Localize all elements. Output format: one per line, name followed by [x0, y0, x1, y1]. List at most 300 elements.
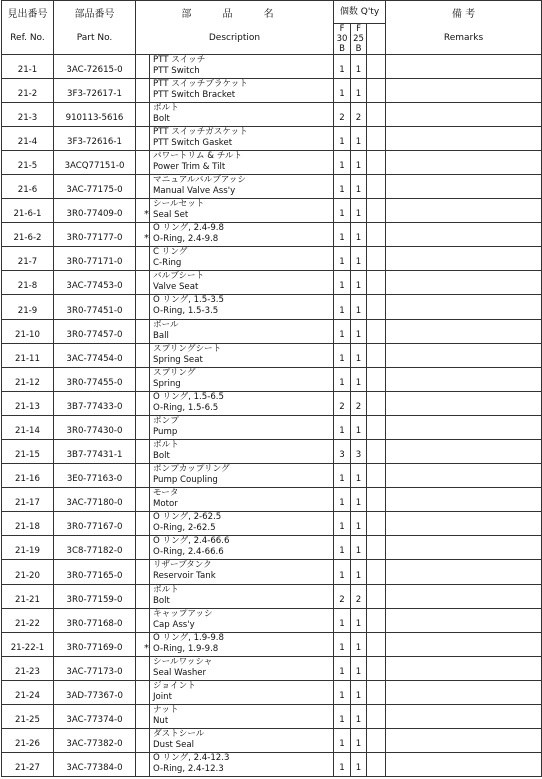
remarks-cell: [386, 319, 542, 343]
qty-f25b-cell: 1: [351, 343, 367, 367]
asterisk-mark: [136, 126, 150, 150]
table-row: [2, 223, 542, 247]
asterisk-mark: [136, 174, 150, 198]
qty-f30b-cell: 1: [334, 729, 351, 753]
asterisk-mark: [136, 343, 150, 367]
description-en: Spring Seat: [153, 354, 203, 365]
qty-blank-cell: [367, 488, 386, 512]
ref-no-cell: 21-21: [2, 584, 54, 608]
qty-blank-cell: [367, 680, 386, 704]
table-row: [2, 126, 542, 150]
qty-blank-cell: [367, 54, 386, 78]
description-jp: PTT スイッチガスケット: [153, 126, 248, 137]
asterisk-mark: *: [136, 199, 150, 223]
empty-qty-column-header: [367, 23, 386, 54]
ref-no-cell: 21-25: [2, 705, 54, 729]
qty-blank-cell: [367, 367, 386, 391]
table-row: [2, 391, 542, 415]
description-jp: ポンプ: [153, 415, 179, 426]
remarks-cell: [386, 488, 542, 512]
remarks-cell: [386, 295, 542, 319]
part-no-cell: 3AC-77175-0: [54, 174, 136, 198]
qty-blank-cell: [367, 608, 386, 632]
remarks-cell: [386, 150, 542, 174]
part-no-header-en: Part No.: [54, 23, 136, 54]
qty-blank-cell: [367, 223, 386, 247]
asterisk-mark: [136, 415, 150, 439]
ref-no-cell: 21-2: [2, 78, 54, 102]
description-en: Pump Coupling: [153, 475, 218, 486]
qty-f25b-cell: 1: [351, 753, 367, 777]
asterisk-mark: [136, 247, 150, 271]
remarks-cell: [386, 536, 542, 560]
qty-f30b-cell: 1: [334, 319, 351, 343]
qty-f30b-cell: 1: [334, 705, 351, 729]
description-cell: [150, 102, 334, 126]
qty-f25b-cell: 1: [351, 512, 367, 536]
remarks-cell: [386, 584, 542, 608]
qty-f30b-cell: 1: [334, 150, 351, 174]
part-no-cell: 3AC-77382-0: [54, 729, 136, 753]
qty-f25b-cell: 1: [351, 223, 367, 247]
qty-f25b-cell: 1: [351, 608, 367, 632]
remarks-cell: [386, 223, 542, 247]
qty-blank-cell: [367, 295, 386, 319]
table-row: [2, 78, 542, 102]
asterisk-mark: [136, 608, 150, 632]
part-no-cell: 3AC-77374-0: [54, 705, 136, 729]
remarks-cell: [386, 415, 542, 439]
qty-blank-cell: [367, 271, 386, 295]
qty-blank-cell: [367, 319, 386, 343]
description-jp: ボルト: [153, 584, 179, 595]
table-row: [2, 415, 542, 439]
description-cell: [150, 560, 334, 584]
qty-f25b-cell: 1: [351, 199, 367, 223]
description-cell: [150, 174, 334, 198]
remarks-cell: [386, 78, 542, 102]
qty-blank-cell: [367, 464, 386, 488]
description-jp: ポンプカップリング: [153, 464, 230, 475]
description-cell: [150, 536, 334, 560]
table-row: [2, 199, 542, 223]
table-row: [2, 753, 542, 777]
ref-no-header-jp: 見出番号: [2, 1, 54, 24]
asterisk-mark: [136, 560, 150, 584]
qty-blank-cell: [367, 174, 386, 198]
asterisk-mark: [136, 464, 150, 488]
qty-f25b-cell: 1: [351, 126, 367, 150]
qty-blank-cell: [367, 78, 386, 102]
part-no-cell: 3C8-77182-0: [54, 536, 136, 560]
qty-blank-cell: [367, 512, 386, 536]
description-en: PTT Switch: [153, 65, 200, 76]
qty-f30b-cell: 1: [334, 512, 351, 536]
qty-f25b-cell: 1: [351, 536, 367, 560]
description-cell: [150, 150, 334, 174]
ref-no-cell: 21-6-2: [2, 223, 54, 247]
description-jp: O リング, 1.5-6.5: [153, 391, 225, 402]
description-en: Bolt: [153, 595, 170, 606]
description-jp: ボール: [153, 319, 179, 330]
table-row: [2, 632, 542, 656]
asterisk-mark: [136, 295, 150, 319]
description-cell: [150, 271, 334, 295]
part-no-cell: 3ACQ77151-0: [54, 150, 136, 174]
remarks-cell: [386, 464, 542, 488]
part-no-cell: 3R0-77430-0: [54, 415, 136, 439]
description-cell: [150, 656, 334, 680]
asterisk-mark: [136, 656, 150, 680]
qty-f25b-cell: 1: [351, 247, 367, 271]
remarks-cell: [386, 54, 542, 78]
remarks-header-jp: 備 考: [386, 1, 542, 24]
qty-f30b-cell: 1: [334, 753, 351, 777]
part-no-cell: 3B7-77433-0: [54, 391, 136, 415]
remarks-cell: [386, 656, 542, 680]
qty-f30b-cell: 1: [334, 54, 351, 78]
qty-f25b-cell: 3: [351, 440, 367, 464]
qty-blank-cell: [367, 560, 386, 584]
part-no-cell: 3R0-77159-0: [54, 584, 136, 608]
qty-f25b-cell: 1: [351, 632, 367, 656]
qty-blank-cell: [367, 247, 386, 271]
description-en: O-Ring, 2.4-12.3: [153, 764, 224, 775]
part-no-cell: 3R0-77409-0: [54, 199, 136, 223]
description-jp: マニュアルバルブアッシ: [153, 174, 246, 185]
description-jp: O リング, 2.4-66.6: [153, 536, 230, 547]
description-jp: ボルト: [153, 102, 179, 113]
ref-no-header-en: Ref. No.: [2, 23, 54, 54]
ref-no-cell: 21-7: [2, 247, 54, 271]
f25b-column-header: F 25 B: [351, 23, 367, 54]
description-jp: C リング: [153, 247, 188, 258]
table-row: [2, 536, 542, 560]
ref-no-cell: 21-11: [2, 343, 54, 367]
qty-f30b-cell: 1: [334, 295, 351, 319]
description-cell: [150, 78, 334, 102]
qty-f25b-cell: 1: [351, 464, 367, 488]
description-en: O-Ring, 1.5-3.5: [153, 306, 219, 317]
part-no-cell: 3R0-77457-0: [54, 319, 136, 343]
asterisk-mark: [136, 729, 150, 753]
qty-f30b-cell: 1: [334, 343, 351, 367]
ref-no-cell: 21-6: [2, 174, 54, 198]
description-cell: [150, 343, 334, 367]
ref-no-cell: 21-19: [2, 536, 54, 560]
table-row: [2, 512, 542, 536]
table-header: [2, 1, 542, 55]
table-row: [2, 295, 542, 319]
description-jp: スプリング: [153, 367, 196, 378]
qty-f30b-cell: 1: [334, 488, 351, 512]
qty-f25b-cell: 1: [351, 367, 367, 391]
part-no-header-jp: 部品番号: [54, 1, 136, 24]
remarks-cell: [386, 391, 542, 415]
qty-blank-cell: [367, 102, 386, 126]
asterisk-mark: [136, 367, 150, 391]
asterisk-mark: [136, 150, 150, 174]
qty-f30b-cell: 1: [334, 680, 351, 704]
qty-f25b-cell: 1: [351, 319, 367, 343]
description-en: O-Ring, 2.4-66.6: [153, 547, 224, 558]
qty-blank-cell: [367, 584, 386, 608]
table-row: [2, 656, 542, 680]
asterisk-mark: *: [136, 223, 150, 247]
qty-f30b-cell: 1: [334, 247, 351, 271]
part-no-cell: 3R0-77455-0: [54, 367, 136, 391]
description-cell: [150, 680, 334, 704]
remarks-cell: [386, 753, 542, 777]
description-en: Spring: [153, 378, 181, 389]
description-jp: リザーブタンク: [153, 560, 212, 571]
qty-f30b-cell: 1: [334, 271, 351, 295]
description-cell: [150, 126, 334, 150]
qty-blank-cell: [367, 391, 386, 415]
part-no-cell: 3R0-77171-0: [54, 247, 136, 271]
part-no-cell: 3R0-77177-0: [54, 223, 136, 247]
description-cell: [150, 319, 334, 343]
table-row: [2, 680, 542, 704]
qty-blank-cell: [367, 632, 386, 656]
remarks-header-en: Remarks: [386, 23, 542, 54]
remarks-cell: [386, 705, 542, 729]
remarks-cell: [386, 440, 542, 464]
qty-f25b-cell: 1: [351, 150, 367, 174]
parts-table: [1, 0, 542, 777]
description-jp: ナット: [153, 705, 179, 716]
description-en: Dust Seal: [153, 740, 195, 751]
remarks-cell: [386, 199, 542, 223]
qty-f30b-cell: 1: [334, 608, 351, 632]
ref-no-cell: 21-1: [2, 54, 54, 78]
remarks-cell: [386, 367, 542, 391]
qty-blank-cell: [367, 536, 386, 560]
asterisk-mark: [136, 54, 150, 78]
remarks-cell: [386, 102, 542, 126]
qty-f30b-cell: 1: [334, 632, 351, 656]
table-row: [2, 367, 542, 391]
qty-f25b-cell: 1: [351, 488, 367, 512]
table-row: [2, 584, 542, 608]
description-en: Bolt: [153, 113, 170, 124]
table-row: [2, 247, 542, 271]
qty-f25b-cell: 2: [351, 391, 367, 415]
description-en: Seal Set: [153, 210, 189, 221]
part-no-cell: 3AC-77454-0: [54, 343, 136, 367]
asterisk-mark: [136, 680, 150, 704]
table-row: [2, 440, 542, 464]
table-row: [2, 150, 542, 174]
remarks-cell: [386, 343, 542, 367]
description-cell: [150, 584, 334, 608]
description-cell: [150, 608, 334, 632]
qty-f25b-cell: 1: [351, 174, 367, 198]
description-cell: [150, 705, 334, 729]
description-en: C-Ring: [153, 258, 182, 269]
qty-f30b-cell: 1: [334, 78, 351, 102]
description-cell: [150, 464, 334, 488]
qty-blank-cell: [367, 415, 386, 439]
asterisk-mark: [136, 78, 150, 102]
description-en: Motor: [153, 499, 178, 510]
remarks-cell: [386, 729, 542, 753]
description-jp: O リング, 1.5-3.5: [153, 295, 225, 306]
description-jp: パワートリム & チルト: [153, 150, 243, 161]
qty-f30b-cell: 1: [334, 367, 351, 391]
description-cell: [150, 512, 334, 536]
description-jp: O リング, 2.4-12.3: [153, 753, 230, 764]
qty-blank-cell: [367, 656, 386, 680]
ref-no-cell: 21-27: [2, 753, 54, 777]
qty-f30b-cell: 1: [334, 464, 351, 488]
description-cell: [150, 199, 334, 223]
description-en: Manual Valve Ass'y: [153, 185, 236, 196]
ref-no-cell: 21-22: [2, 608, 54, 632]
asterisk-mark: [136, 488, 150, 512]
description-jp: モータ: [153, 488, 179, 499]
ref-no-cell: 21-9: [2, 295, 54, 319]
ref-no-cell: 21-3: [2, 102, 54, 126]
description-jp: シールセット: [153, 199, 205, 210]
table-row: [2, 464, 542, 488]
part-no-cell: 3E0-77163-0: [54, 464, 136, 488]
part-no-cell: 3AC-77453-0: [54, 271, 136, 295]
part-no-cell: 910113-5616: [54, 102, 136, 126]
asterisk-mark: [136, 319, 150, 343]
description-cell: [150, 488, 334, 512]
qty-blank-cell: [367, 440, 386, 464]
qty-f25b-cell: 1: [351, 415, 367, 439]
qty-f30b-cell: 1: [334, 223, 351, 247]
description-en: Reservoir Tank: [153, 571, 216, 582]
qty-f25b-cell: 1: [351, 295, 367, 319]
part-no-cell: 3AC-77180-0: [54, 488, 136, 512]
qty-blank-cell: [367, 199, 386, 223]
description-en: Pump: [153, 426, 178, 437]
part-no-cell: 3AC-72615-0: [54, 54, 136, 78]
description-jp: PTT スイッチブラケット: [153, 78, 248, 89]
table-row: [2, 54, 542, 78]
description-header-jp: 部 品 名: [136, 1, 334, 24]
remarks-cell: [386, 247, 542, 271]
qty-f30b-cell: 1: [334, 199, 351, 223]
qty-f30b-cell: 2: [334, 102, 351, 126]
ref-no-cell: 21-14: [2, 415, 54, 439]
table-row: [2, 174, 542, 198]
qty-f25b-cell: 1: [351, 656, 367, 680]
asterisk-mark: *: [136, 632, 150, 656]
part-no-cell: 3AC-77173-0: [54, 656, 136, 680]
description-en: O-Ring, 1.5-6.5: [153, 402, 219, 413]
description-en: Valve Seat: [153, 282, 199, 293]
description-en: PTT Switch Bracket: [153, 89, 236, 100]
ref-no-cell: 21-22-1: [2, 632, 54, 656]
remarks-cell: [386, 632, 542, 656]
description-cell: [150, 440, 334, 464]
description-jp: O リング, 1.9-9.8: [153, 632, 225, 643]
asterisk-mark: [136, 391, 150, 415]
remarks-cell: [386, 126, 542, 150]
description-cell: [150, 247, 334, 271]
table-row: [2, 319, 542, 343]
description-jp: O リング, 2.4-9.8: [153, 223, 225, 234]
ref-no-cell: 21-10: [2, 319, 54, 343]
table-row: [2, 488, 542, 512]
part-no-cell: 3R0-77165-0: [54, 560, 136, 584]
part-no-cell: 3R0-77168-0: [54, 608, 136, 632]
qty-f25b-cell: 1: [351, 680, 367, 704]
ref-no-cell: 21-16: [2, 464, 54, 488]
table-row: [2, 102, 542, 126]
ref-no-cell: 21-15: [2, 440, 54, 464]
description-jp: ジョイント: [153, 680, 196, 691]
description-cell: [150, 729, 334, 753]
description-en: Power Trim & Tilt: [153, 161, 226, 172]
qty-f30b-cell: 1: [334, 536, 351, 560]
part-no-cell: 3B7-77431-1: [54, 440, 136, 464]
description-header-en: Description: [136, 23, 334, 54]
description-cell: [150, 415, 334, 439]
asterisk-mark: [136, 536, 150, 560]
description-cell: [150, 632, 334, 656]
ref-no-cell: 21-24: [2, 680, 54, 704]
description-jp: ボルト: [153, 440, 179, 450]
description-jp: スプリングシート: [153, 343, 222, 354]
qty-blank-cell: [367, 343, 386, 367]
description-en: Joint: [153, 691, 172, 702]
description-cell: [150, 223, 334, 247]
table-row: [2, 729, 542, 753]
description-en: O-Ring, 1.9-9.8: [153, 643, 219, 654]
qty-f25b-cell: 2: [351, 584, 367, 608]
remarks-cell: [386, 608, 542, 632]
table-row: [2, 343, 542, 367]
qty-f25b-cell: 1: [351, 78, 367, 102]
ref-no-cell: 21-6-1: [2, 199, 54, 223]
qty-f25b-cell: 2: [351, 102, 367, 126]
qty-f30b-cell: 1: [334, 415, 351, 439]
description-jp: PTT スイッチ: [153, 54, 206, 65]
ref-no-cell: 21-5: [2, 150, 54, 174]
description-cell: [150, 391, 334, 415]
qty-f25b-cell: 1: [351, 271, 367, 295]
part-no-cell: 3R0-77451-0: [54, 295, 136, 319]
description-cell: [150, 54, 334, 78]
description-cell: [150, 367, 334, 391]
ref-no-cell: 21-13: [2, 391, 54, 415]
asterisk-mark: [136, 102, 150, 126]
description-en: Bolt: [153, 451, 170, 461]
ref-no-cell: 21-8: [2, 271, 54, 295]
asterisk-mark: [136, 753, 150, 777]
f30b-column-header: F 30 B: [334, 23, 351, 54]
description-en: Nut: [153, 716, 169, 727]
ref-no-cell: 21-23: [2, 656, 54, 680]
qty-f30b-cell: 3: [334, 440, 351, 464]
qty-blank-cell: [367, 705, 386, 729]
remarks-cell: [386, 560, 542, 584]
part-no-cell: 3R0-77169-0: [54, 632, 136, 656]
asterisk-mark: [136, 584, 150, 608]
part-no-cell: 3F3-72616-1: [54, 126, 136, 150]
ref-no-cell: 21-4: [2, 126, 54, 150]
qty-blank-cell: [367, 126, 386, 150]
part-no-cell: 3AC-77384-0: [54, 753, 136, 777]
qty-f25b-cell: 1: [351, 729, 367, 753]
description-en: O-Ring, 2-62.5: [153, 523, 216, 534]
asterisk-mark: [136, 512, 150, 536]
